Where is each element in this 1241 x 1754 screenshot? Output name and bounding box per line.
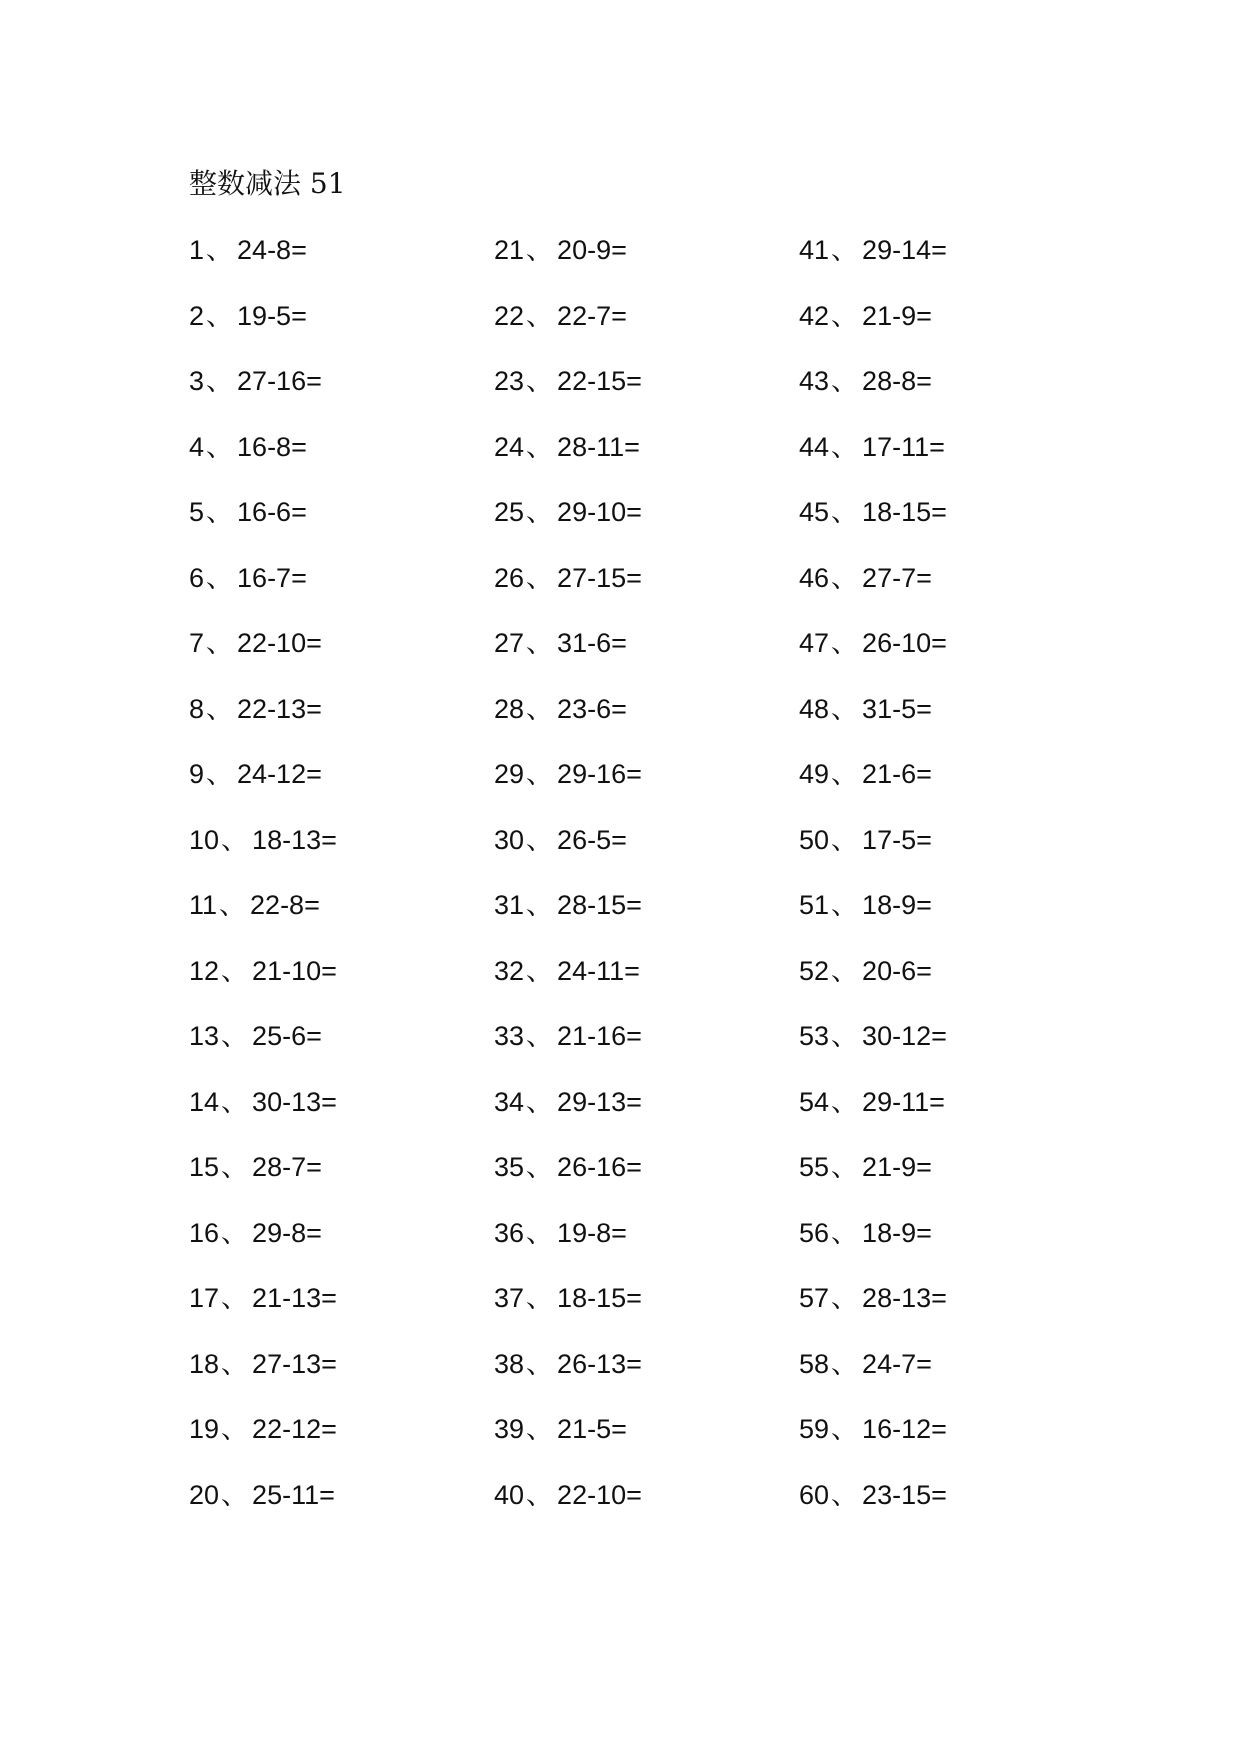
problem-separator: 、 xyxy=(526,366,554,396)
problem-number: 50 xyxy=(799,824,830,855)
problem-expression: 28-15= xyxy=(557,890,642,920)
problem-expression: 26-13= xyxy=(557,1348,642,1379)
problem-expression: 21-9= xyxy=(862,1152,932,1182)
problem-separator: 、 xyxy=(206,431,234,462)
problem-separator: 、 xyxy=(831,300,859,331)
problem-separator: 、 xyxy=(526,1479,554,1510)
problem-number: 21 xyxy=(494,235,525,265)
problem-expression: 18-15= xyxy=(557,1283,642,1313)
problem-number: 33 xyxy=(494,1021,525,1051)
problem-separator: 、 xyxy=(831,1414,859,1444)
problem-expression: 22-13= xyxy=(237,693,322,724)
problem-expression: 25-6= xyxy=(252,1021,322,1051)
problem-separator: 、 xyxy=(526,1283,554,1313)
problem-expression: 24-7= xyxy=(862,1348,932,1379)
problem-separator: 、 xyxy=(831,497,859,527)
problem-expression: 16-8= xyxy=(237,431,307,462)
problem-number: 12 xyxy=(189,955,220,986)
problem-separator: 、 xyxy=(221,1414,249,1444)
problem-expression: 27-15= xyxy=(557,562,642,593)
problem-expression: 18-15= xyxy=(862,497,947,527)
problem-expression: 26-5= xyxy=(557,824,627,855)
problem-item xyxy=(189,296,494,362)
problem-separator: 、 xyxy=(831,628,859,658)
problem-expression: 21-6= xyxy=(862,759,932,789)
problem-separator: 、 xyxy=(206,366,234,396)
problem-item xyxy=(494,230,799,296)
problem-expression: 20-9= xyxy=(557,235,627,265)
problem-item xyxy=(799,296,1104,362)
problem-item xyxy=(494,623,799,689)
problem-expression: 29-14= xyxy=(862,235,947,265)
problem-item xyxy=(799,754,1104,820)
worksheet-title: 整数减法 51 xyxy=(189,167,346,200)
problem-number: 2 xyxy=(189,300,205,331)
problem-expression: 26-16= xyxy=(557,1152,642,1182)
problem-number: 41 xyxy=(799,235,830,265)
problem-separator: 、 xyxy=(526,235,554,265)
problem-expression: 30-12= xyxy=(862,1021,947,1051)
problem-expression: 21-5= xyxy=(557,1414,627,1444)
problem-item xyxy=(494,361,799,427)
problem-separator: 、 xyxy=(221,1217,249,1248)
problem-expression: 23-6= xyxy=(557,693,627,724)
problem-expression: 27-13= xyxy=(252,1348,337,1379)
problem-expression: 23-15= xyxy=(862,1479,947,1510)
problem-item xyxy=(189,361,494,427)
problem-number: 1 xyxy=(189,235,205,265)
problem-item xyxy=(494,492,799,558)
problem-separator: 、 xyxy=(221,1021,249,1051)
problem-item xyxy=(494,1147,799,1213)
problem-separator: 、 xyxy=(831,693,859,724)
problem-number: 7 xyxy=(189,628,205,658)
problem-number: 15 xyxy=(189,1152,220,1182)
problem-expression: 31-5= xyxy=(862,693,932,724)
problem-item xyxy=(189,230,494,296)
problem-separator: 、 xyxy=(221,1086,249,1117)
problem-number: 10 xyxy=(189,824,220,855)
problem-item xyxy=(494,1475,799,1541)
problem-expression: 29-11= xyxy=(862,1086,945,1117)
problem-item xyxy=(799,689,1104,755)
problem-number: 22 xyxy=(494,300,525,331)
problem-separator: 、 xyxy=(526,562,554,593)
problem-item xyxy=(799,1344,1104,1410)
problem-separator: 、 xyxy=(831,1283,859,1313)
problem-item xyxy=(189,1082,494,1148)
problem-number: 3 xyxy=(189,366,205,396)
problem-expression: 20-6= xyxy=(862,955,932,986)
problem-separator: 、 xyxy=(831,1152,859,1182)
problem-number: 8 xyxy=(189,693,205,724)
problem-expression: 27-7= xyxy=(862,562,932,593)
problem-number: 47 xyxy=(799,628,830,658)
problem-number: 45 xyxy=(799,497,830,527)
problem-expression: 24-8= xyxy=(237,235,307,265)
problem-separator: 、 xyxy=(221,1283,249,1313)
problem-expression: 21-10= xyxy=(252,955,337,986)
problem-number: 14 xyxy=(189,1086,220,1117)
problem-expression: 21-13= xyxy=(252,1283,337,1313)
problem-item xyxy=(799,885,1104,951)
problem-separator: 、 xyxy=(206,562,234,593)
problem-separator: 、 xyxy=(831,955,859,986)
problem-item xyxy=(189,623,494,689)
problem-separator: 、 xyxy=(206,235,234,265)
problem-separator: 、 xyxy=(206,497,234,527)
problem-number: 40 xyxy=(494,1479,525,1510)
problem-expression: 18-13= xyxy=(252,824,337,855)
problem-expression: 29-16= xyxy=(557,759,642,789)
problem-separator: 、 xyxy=(831,1217,859,1248)
problem-number: 26 xyxy=(494,562,525,593)
problem-item xyxy=(189,1409,494,1475)
problem-expression: 22-10= xyxy=(237,628,322,658)
problem-expression: 22-10= xyxy=(557,1479,642,1510)
problem-item xyxy=(189,951,494,1017)
problem-number: 4 xyxy=(189,431,205,462)
problem-separator: 、 xyxy=(526,431,554,462)
problem-item xyxy=(189,885,494,951)
problem-expression: 28-8= xyxy=(862,366,932,396)
problem-number: 29 xyxy=(494,759,525,789)
problem-expression: 31-6= xyxy=(557,628,627,658)
problem-item xyxy=(799,1409,1104,1475)
problem-item xyxy=(189,427,494,493)
problem-separator: 、 xyxy=(526,1021,554,1051)
problem-item xyxy=(494,427,799,493)
problem-separator: 、 xyxy=(206,628,234,658)
problem-number: 49 xyxy=(799,759,830,789)
problem-expression: 22-12= xyxy=(252,1414,337,1444)
problem-separator: 、 xyxy=(526,824,554,855)
problem-item xyxy=(189,820,494,886)
problem-number: 59 xyxy=(799,1414,830,1444)
problem-item xyxy=(799,820,1104,886)
problem-number: 58 xyxy=(799,1348,830,1379)
problem-number: 57 xyxy=(799,1283,830,1313)
problem-expression: 28-11= xyxy=(557,431,640,462)
problem-number: 31 xyxy=(494,890,525,920)
problem-separator: 、 xyxy=(831,1348,859,1379)
problem-item xyxy=(799,1213,1104,1279)
problem-separator: 、 xyxy=(219,890,247,920)
problem-number: 39 xyxy=(494,1414,525,1444)
problem-item xyxy=(799,427,1104,493)
problem-separator: 、 xyxy=(831,1086,859,1117)
problem-expression: 19-8= xyxy=(557,1217,627,1248)
problem-number: 6 xyxy=(189,562,205,593)
problem-item xyxy=(189,492,494,558)
problem-item xyxy=(494,885,799,951)
problem-number: 25 xyxy=(494,497,525,527)
problem-item xyxy=(494,1213,799,1279)
problem-item xyxy=(189,754,494,820)
problem-separator: 、 xyxy=(831,890,859,920)
problem-separator: 、 xyxy=(221,1152,249,1182)
problem-expression: 25-11= xyxy=(252,1479,335,1510)
problem-separator: 、 xyxy=(206,300,234,331)
problem-item xyxy=(189,1016,494,1082)
problem-expression: 30-13= xyxy=(252,1086,337,1117)
problem-separator: 、 xyxy=(831,431,859,462)
problem-item xyxy=(494,754,799,820)
problem-expression: 24-12= xyxy=(237,759,322,789)
problem-item xyxy=(799,1082,1104,1148)
problem-number: 11 xyxy=(189,890,218,920)
problem-separator: 、 xyxy=(831,562,859,593)
problem-expression: 29-10= xyxy=(557,497,642,527)
problem-expression: 29-13= xyxy=(557,1086,642,1117)
problem-expression: 22-15= xyxy=(557,366,642,396)
problem-separator: 、 xyxy=(526,1217,554,1248)
problem-number: 46 xyxy=(799,562,830,593)
problem-expression: 22-7= xyxy=(557,300,627,331)
problem-separator: 、 xyxy=(221,1348,249,1379)
problem-separator: 、 xyxy=(526,300,554,331)
problem-number: 38 xyxy=(494,1348,525,1379)
problem-expression: 17-5= xyxy=(862,824,932,855)
problem-item xyxy=(494,1016,799,1082)
problem-number: 28 xyxy=(494,693,525,724)
problem-number: 24 xyxy=(494,431,525,462)
problem-number: 16 xyxy=(189,1217,220,1248)
problem-item xyxy=(494,1409,799,1475)
problem-item xyxy=(799,230,1104,296)
problem-expression: 18-9= xyxy=(862,1217,932,1248)
problem-separator: 、 xyxy=(526,1414,554,1444)
problem-separator: 、 xyxy=(831,759,859,789)
problem-item xyxy=(494,951,799,1017)
problem-separator: 、 xyxy=(221,955,249,986)
problem-separator: 、 xyxy=(831,1021,859,1051)
problem-separator: 、 xyxy=(526,497,554,527)
problem-expression: 21-9= xyxy=(862,300,932,331)
problem-expression: 19-5= xyxy=(237,300,307,331)
problem-item xyxy=(494,1344,799,1410)
problem-separator: 、 xyxy=(526,890,554,920)
problem-expression: 16-12= xyxy=(862,1414,947,1444)
problem-separator: 、 xyxy=(526,1348,554,1379)
problem-number: 42 xyxy=(799,300,830,331)
problem-item xyxy=(189,1213,494,1279)
problem-number: 19 xyxy=(189,1414,220,1444)
problem-number: 32 xyxy=(494,955,525,986)
problem-number: 23 xyxy=(494,366,525,396)
problem-number: 35 xyxy=(494,1152,525,1182)
problem-item xyxy=(799,361,1104,427)
problem-separator: 、 xyxy=(526,759,554,789)
problem-separator: 、 xyxy=(526,1152,554,1182)
problem-number: 30 xyxy=(494,824,525,855)
problem-number: 27 xyxy=(494,628,525,658)
problem-item xyxy=(494,1082,799,1148)
problem-number: 55 xyxy=(799,1152,830,1182)
problem-expression: 18-9= xyxy=(862,890,932,920)
problem-number: 56 xyxy=(799,1217,830,1248)
problem-number: 37 xyxy=(494,1283,525,1313)
problem-separator: 、 xyxy=(206,693,234,724)
problem-separator: 、 xyxy=(221,1479,249,1510)
problem-item xyxy=(189,1278,494,1344)
problem-item xyxy=(799,558,1104,624)
problem-number: 9 xyxy=(189,759,205,789)
problem-separator: 、 xyxy=(526,1086,554,1117)
problem-number: 17 xyxy=(189,1283,220,1313)
problem-expression: 28-13= xyxy=(862,1283,947,1313)
problem-number: 20 xyxy=(189,1479,220,1510)
problem-separator: 、 xyxy=(526,955,554,986)
problem-number: 18 xyxy=(189,1348,220,1379)
problem-grid xyxy=(189,230,1104,1540)
problem-item xyxy=(799,1016,1104,1082)
problem-expression: 21-16= xyxy=(557,1021,642,1051)
problem-number: 53 xyxy=(799,1021,830,1051)
problem-item xyxy=(494,689,799,755)
problem-separator: 、 xyxy=(831,366,859,396)
problem-number: 5 xyxy=(189,497,205,527)
problem-separator: 、 xyxy=(526,693,554,724)
problem-item xyxy=(494,1278,799,1344)
problem-expression: 24-11= xyxy=(557,955,640,986)
problem-expression: 17-11= xyxy=(862,431,945,462)
problem-item xyxy=(189,1344,494,1410)
problem-number: 13 xyxy=(189,1021,220,1051)
problem-item xyxy=(189,558,494,624)
problem-number: 51 xyxy=(799,890,830,920)
problem-separator: 、 xyxy=(831,1479,859,1510)
problem-item xyxy=(494,558,799,624)
problem-number: 48 xyxy=(799,693,830,724)
problem-expression: 28-7= xyxy=(252,1152,322,1182)
problem-item xyxy=(799,1278,1104,1344)
problem-separator: 、 xyxy=(206,759,234,789)
problem-item xyxy=(189,1147,494,1213)
problem-number: 34 xyxy=(494,1086,525,1117)
problem-number: 60 xyxy=(799,1479,830,1510)
problem-expression: 27-16= xyxy=(237,366,322,396)
problem-separator: 、 xyxy=(831,235,859,265)
problem-item xyxy=(494,820,799,886)
problem-separator: 、 xyxy=(221,824,249,855)
problem-expression: 22-8= xyxy=(250,890,320,920)
problem-expression: 26-10= xyxy=(862,628,947,658)
problem-expression: 29-8= xyxy=(252,1217,322,1248)
problem-number: 54 xyxy=(799,1086,830,1117)
problem-item xyxy=(799,1147,1104,1213)
problem-item xyxy=(799,1475,1104,1541)
problem-expression: 16-7= xyxy=(237,562,307,593)
problem-separator: 、 xyxy=(526,628,554,658)
problem-number: 43 xyxy=(799,366,830,396)
problem-item xyxy=(799,492,1104,558)
problem-number: 36 xyxy=(494,1217,525,1248)
problem-item xyxy=(189,1475,494,1541)
problem-number: 44 xyxy=(799,431,830,462)
problem-item xyxy=(799,623,1104,689)
problem-item xyxy=(494,296,799,362)
problem-separator: 、 xyxy=(831,824,859,855)
problem-item xyxy=(799,951,1104,1017)
problem-number: 52 xyxy=(799,955,830,986)
problem-item xyxy=(189,689,494,755)
problem-expression: 16-6= xyxy=(237,497,307,527)
